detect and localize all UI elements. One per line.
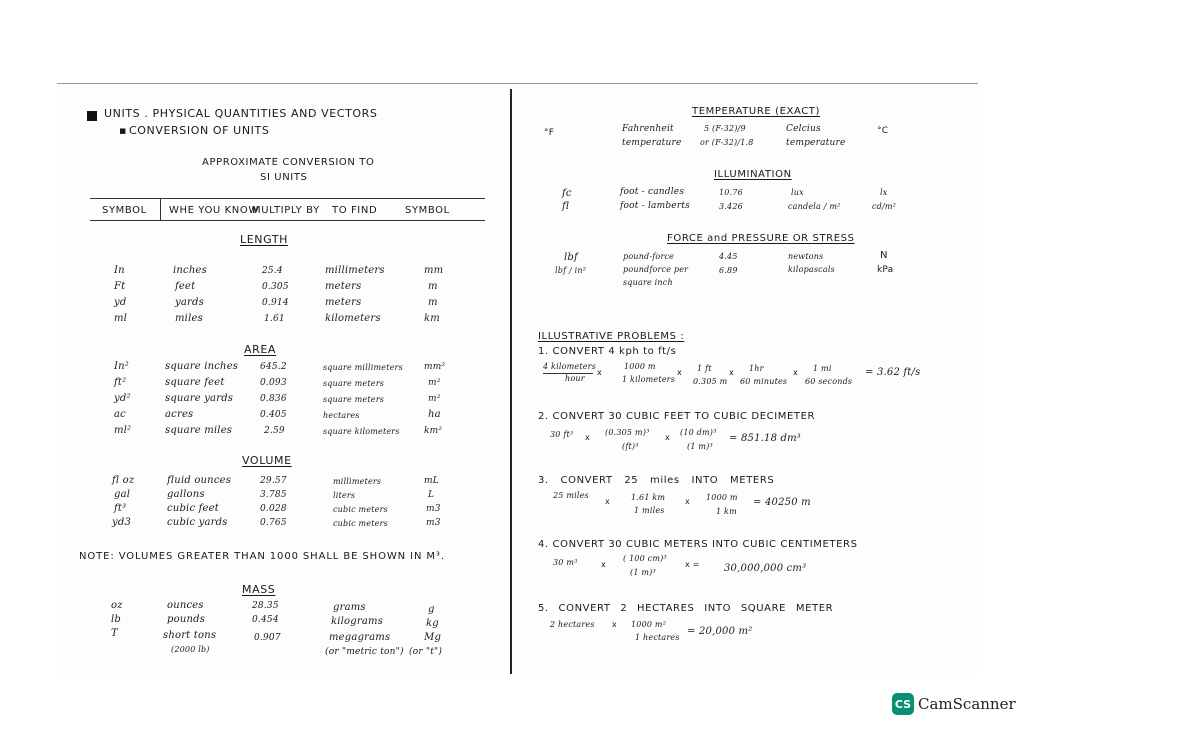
area-sym: yd² bbox=[114, 393, 131, 404]
mass-to: kg bbox=[426, 618, 439, 629]
mass-know: short tons bbox=[163, 630, 217, 641]
p5-factor-1-den: 1 hectares bbox=[635, 633, 680, 642]
page-divider bbox=[510, 89, 512, 674]
section-temperature: TEMPERATURE (EXACT) bbox=[692, 106, 821, 117]
area-mult: 0.405 bbox=[260, 410, 287, 420]
mass-note-right: (or "t") bbox=[409, 647, 443, 657]
length-to: km bbox=[424, 313, 440, 324]
volume-sym: gal bbox=[114, 489, 131, 500]
volume-mult: 3.785 bbox=[260, 490, 287, 500]
volume-mult: 0.765 bbox=[260, 518, 287, 528]
length-sym: yd bbox=[114, 297, 127, 308]
area-know: square yards bbox=[165, 393, 234, 404]
length-sym: ml bbox=[114, 313, 128, 324]
p1-times-1: x bbox=[597, 368, 602, 377]
p2-times-2: x bbox=[665, 433, 670, 442]
length-know: inches bbox=[173, 265, 207, 276]
volume-to: m3 bbox=[426, 504, 441, 514]
temp-sym-to: °C bbox=[877, 126, 889, 136]
area-to: km² bbox=[424, 426, 443, 436]
temp-to-1: Celcius bbox=[786, 124, 821, 134]
illum-mult: 10.76 bbox=[719, 188, 743, 197]
illum-sym: fc bbox=[562, 188, 572, 199]
mass-to: Mg bbox=[424, 632, 442, 643]
volume-know: cubic yards bbox=[167, 517, 228, 528]
mass-sym: oz bbox=[111, 600, 123, 611]
force-to: N bbox=[880, 250, 888, 261]
area-sym: ac bbox=[114, 409, 126, 420]
volume-know: cubic feet bbox=[167, 503, 219, 514]
p5-result: = 20,000 m² bbox=[687, 626, 753, 637]
header-multiply-by: MULTIPLY BY bbox=[252, 205, 320, 216]
p3-factor-2-den: 1 km bbox=[716, 507, 737, 516]
section-force: FORCE and PRESSURE OR STRESS bbox=[667, 233, 855, 244]
section-mass: MASS bbox=[242, 583, 276, 596]
area-know: square inches bbox=[165, 361, 239, 372]
temp-mult-2: or (F-32)/1.8 bbox=[700, 138, 754, 147]
mass-sym: lb bbox=[111, 614, 121, 625]
length-mult: 0.305 bbox=[262, 282, 289, 292]
area-sym: ml² bbox=[114, 425, 132, 436]
force-sym: lbf / in² bbox=[555, 266, 587, 275]
table-title-line2: SI UNITS bbox=[260, 172, 308, 183]
header-when-you-know: WHE YOU KNOW bbox=[169, 205, 259, 216]
volume-note: NOTE: VOLUMES GREATER THAN 1000 SHALL BE SHOWN IN M³. bbox=[79, 551, 445, 562]
p4-factor-1-num: ( 100 cm)³ bbox=[623, 554, 667, 563]
area-mult: 0.836 bbox=[260, 394, 287, 404]
problem-2-question: 2. CONVERT 30 CUBIC FEET TO CUBIC DECIMETER bbox=[538, 411, 816, 422]
p2-factor-2-num: (10 dm)³ bbox=[680, 428, 717, 437]
bullet-dash-icon: ▪ bbox=[119, 124, 127, 137]
length-know: feet bbox=[175, 281, 196, 292]
problem-4-question: 4. CONVERT 30 CUBIC METERS INTO CUBIC CENTIMETERS bbox=[538, 539, 858, 550]
p3-result: = 40250 m bbox=[753, 497, 811, 508]
area-to: mm² bbox=[424, 362, 446, 372]
volume-sym: yd3 bbox=[112, 517, 132, 528]
force-know: pound-force bbox=[623, 252, 675, 261]
volume-know: gallons bbox=[167, 489, 205, 500]
length-find: kilometers bbox=[325, 313, 381, 324]
p3-times-1: x bbox=[605, 497, 610, 506]
p1-given: 4 kilometers bbox=[543, 362, 597, 371]
volume-find: cubic meters bbox=[333, 519, 388, 528]
header-bottom-rule bbox=[90, 220, 485, 221]
mass-mult: 0.907 bbox=[254, 633, 281, 643]
area-find: hectares bbox=[323, 411, 360, 420]
header-symbol: SYMBOL bbox=[102, 205, 147, 216]
mass-mult: 28.35 bbox=[252, 601, 279, 611]
illum-to: cd/m² bbox=[872, 202, 897, 211]
p1-times-3: x bbox=[729, 368, 734, 377]
mass-find: kilograms bbox=[331, 616, 384, 627]
camscanner-watermark bbox=[892, 692, 1016, 716]
problem-5-question: 5. CONVERT 2 HECTARES INTO SQUARE METER bbox=[538, 603, 834, 614]
volume-sym: ft³ bbox=[114, 503, 127, 514]
length-to: mm bbox=[424, 265, 444, 276]
force-mult: 6.89 bbox=[719, 266, 738, 275]
illum-sym: fl bbox=[562, 201, 570, 212]
length-find: meters bbox=[325, 297, 362, 308]
mass-find: megagrams bbox=[329, 632, 391, 643]
p1-factor-1-den: 1 kilometers bbox=[622, 375, 676, 384]
volume-to: mL bbox=[424, 476, 439, 486]
main-title: UNITS . PHYSICAL QUANTITIES AND VECTORS bbox=[104, 107, 378, 120]
area-know: acres bbox=[165, 409, 194, 420]
area-find: square millimeters bbox=[323, 363, 403, 372]
area-find: square kilometers bbox=[323, 427, 400, 436]
area-know: square miles bbox=[165, 425, 233, 436]
length-to: m bbox=[428, 281, 438, 292]
camscanner-logo-icon: CS bbox=[892, 693, 914, 715]
p4-factor-1-den: (1 m)³ bbox=[630, 568, 656, 577]
area-to: ha bbox=[428, 409, 441, 420]
mass-sym: T bbox=[111, 628, 118, 639]
p3-given: 25 miles bbox=[553, 491, 589, 500]
mass-mult: 0.454 bbox=[252, 615, 279, 625]
p2-factor-1-den: (ft)³ bbox=[622, 442, 639, 451]
temp-from-1: Fahrenheit bbox=[622, 124, 674, 134]
p3-factor-2-num: 1000 m bbox=[706, 493, 738, 502]
illum-find: lux bbox=[791, 188, 804, 197]
header-divider bbox=[160, 198, 161, 220]
p4-given: 30 m³ bbox=[553, 558, 578, 567]
illum-mult: 3.426 bbox=[719, 202, 743, 211]
force-find: newtons bbox=[788, 252, 824, 261]
illum-find: candela / m² bbox=[788, 202, 841, 211]
p1-times-2: x bbox=[677, 368, 682, 377]
bullet-icon bbox=[87, 111, 97, 121]
mass-to: g bbox=[428, 604, 435, 615]
length-know: miles bbox=[175, 313, 203, 324]
p5-given: 2 hectares bbox=[550, 620, 595, 629]
document-page bbox=[57, 83, 978, 674]
area-to: m² bbox=[428, 394, 441, 404]
length-mult: 1.61 bbox=[264, 314, 285, 324]
force-know: poundforce per bbox=[623, 265, 689, 274]
p1-given-bar bbox=[543, 373, 593, 374]
temp-mult-1: 5 (F-32)/9 bbox=[704, 124, 746, 133]
p2-factor-2-den: (1 m)³ bbox=[687, 442, 713, 451]
header-top-rule bbox=[90, 198, 485, 199]
mass-find: grams bbox=[333, 602, 366, 613]
length-mult: 25.4 bbox=[262, 266, 283, 276]
area-find: square meters bbox=[323, 379, 385, 388]
illum-know: foot - lamberts bbox=[620, 201, 690, 211]
length-sym: Ft bbox=[114, 281, 126, 292]
length-mult: 0.914 bbox=[262, 298, 289, 308]
force-to: kPa bbox=[877, 265, 894, 275]
p3-times-2: x bbox=[685, 497, 690, 506]
area-sym: ft² bbox=[114, 377, 127, 388]
p2-times-1: x bbox=[585, 433, 590, 442]
temp-from-2: temperature bbox=[622, 138, 682, 148]
problems-title: ILLUSTRATIVE PROBLEMS : bbox=[538, 331, 685, 342]
p4-times-1: x bbox=[601, 560, 606, 569]
p5-factor-1-num: 1000 m² bbox=[631, 620, 667, 629]
table-title-line1: APPROXIMATE CONVERSION TO bbox=[202, 157, 375, 168]
illum-know: foot - candles bbox=[620, 187, 685, 197]
temp-sym-from: °F bbox=[544, 128, 555, 138]
length-know: yards bbox=[175, 297, 204, 308]
section-volume: VOLUME bbox=[242, 454, 292, 467]
volume-mult: 29.57 bbox=[260, 476, 287, 486]
p2-given: 30 ft³ bbox=[550, 430, 574, 439]
p1-factor-3-num: 1hr bbox=[749, 364, 764, 373]
volume-to: L bbox=[428, 490, 435, 500]
area-mult: 2.59 bbox=[264, 426, 285, 436]
p1-factor-2-den: 0.305 m bbox=[693, 377, 728, 386]
p3-factor-1-num: 1.61 km bbox=[631, 493, 666, 502]
p1-factor-1-num: 1000 m bbox=[624, 362, 656, 371]
area-to: m² bbox=[428, 378, 441, 388]
section-illumination: ILLUMINATION bbox=[714, 169, 792, 180]
volume-find: cubic meters bbox=[333, 505, 388, 514]
p3-factor-1-den: 1 miles bbox=[634, 506, 665, 515]
p1-factor-4-num: 1 mi bbox=[813, 364, 832, 373]
length-to: m bbox=[428, 297, 438, 308]
subtitle: CONVERSION OF UNITS bbox=[129, 124, 270, 137]
p4-result: 30,000,000 cm³ bbox=[724, 563, 807, 574]
area-sym: In² bbox=[114, 361, 129, 372]
p2-factor-1-num: (0.305 m)³ bbox=[605, 428, 650, 437]
section-area: AREA bbox=[244, 343, 277, 356]
volume-to: m3 bbox=[426, 518, 441, 528]
p2-result: = 851.18 dm³ bbox=[729, 433, 802, 444]
mass-note-left: (2000 lb) bbox=[171, 645, 210, 654]
force-mult: 4.45 bbox=[719, 252, 738, 261]
volume-mult: 0.028 bbox=[260, 504, 287, 514]
volume-find: liters bbox=[333, 491, 356, 500]
area-know: square feet bbox=[165, 377, 225, 388]
p1-factor-3-den: 60 minutes bbox=[740, 377, 788, 386]
force-find: kilopascals bbox=[788, 265, 835, 274]
p1-result: = 3.62 ft/s bbox=[865, 367, 921, 378]
length-sym: In bbox=[114, 265, 125, 276]
force-know-cont: square inch bbox=[623, 278, 673, 287]
volume-find: millimeters bbox=[333, 477, 382, 486]
mass-know: pounds bbox=[167, 614, 206, 625]
camscanner-text: CamScanner bbox=[918, 695, 1016, 713]
section-length: LENGTH bbox=[240, 233, 289, 246]
p1-given-den: hour bbox=[565, 374, 585, 383]
length-find: meters bbox=[325, 281, 362, 292]
area-find: square meters bbox=[323, 395, 385, 404]
length-find: millimeters bbox=[325, 265, 385, 276]
area-mult: 645.2 bbox=[260, 362, 287, 372]
p1-factor-2-num: 1 ft bbox=[697, 364, 712, 373]
header-symbol-to: SYMBOL bbox=[405, 205, 450, 216]
problem-1-question: 1. CONVERT 4 kph to ft/s bbox=[538, 346, 677, 357]
illum-to: lx bbox=[880, 188, 888, 197]
p4-times-2: x = bbox=[685, 560, 700, 569]
p5-times-1: x bbox=[612, 620, 617, 629]
area-mult: 0.093 bbox=[260, 378, 287, 388]
force-sym: lbf bbox=[564, 252, 578, 263]
mass-note-mid: (or "metric ton") bbox=[325, 647, 404, 657]
volume-know: fluid ounces bbox=[167, 475, 232, 486]
p1-factor-4-den: 60 seconds bbox=[805, 377, 853, 386]
problem-3-question: 3. CONVERT 25 miles INTO METERS bbox=[538, 475, 775, 486]
header-to-find: TO FIND bbox=[332, 205, 378, 216]
mass-know: ounces bbox=[167, 600, 204, 611]
p1-times-4: x bbox=[793, 368, 798, 377]
volume-sym: fl oz bbox=[112, 475, 135, 486]
temp-to-2: temperature bbox=[786, 138, 846, 148]
